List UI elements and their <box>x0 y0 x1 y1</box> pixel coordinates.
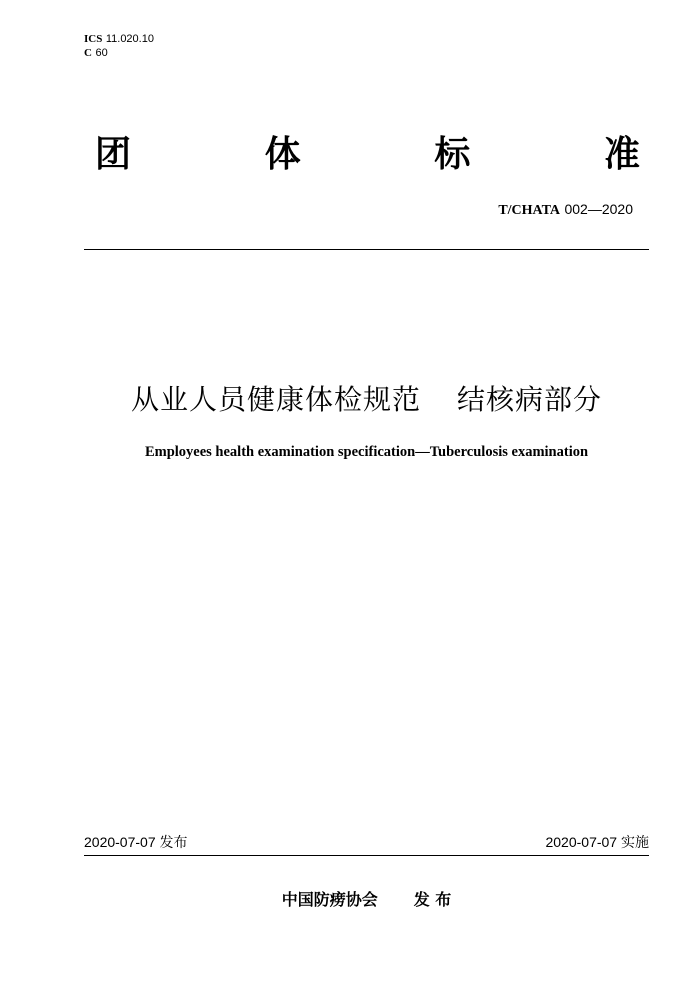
bottom-divider <box>84 855 649 856</box>
ccs-code-line <box>84 46 154 60</box>
standard-type-heading <box>95 133 640 177</box>
standard-code-number: 002—2020 <box>564 201 633 217</box>
issue-date-label: 发布 <box>159 835 188 851</box>
english-title: Employees health examination specification—Tuberculosis examination <box>144 444 589 460</box>
chinese-title <box>84 380 649 420</box>
standard-type-char: 团 <box>95 134 132 175</box>
publisher-action: 发 布 <box>413 890 452 909</box>
standard-type-char: 标 <box>434 134 471 175</box>
chinese-title-sub: 结核病部分 <box>457 383 603 416</box>
publisher <box>84 889 649 911</box>
ccs-code: 60 <box>95 47 108 59</box>
implement-date-value: 2020-07-07 <box>545 834 618 850</box>
top-divider <box>84 249 649 250</box>
ics-code-line <box>84 32 154 46</box>
implement-date <box>545 832 649 853</box>
issue-date <box>84 832 188 853</box>
ics-label: ICS <box>84 33 103 45</box>
standard-type-char: 准 <box>603 134 640 175</box>
standard-type-char: 体 <box>264 134 301 175</box>
standard-code-prefix: T/CHATA <box>498 203 561 218</box>
chinese-title-main: 从业人员健康体检规范 <box>130 383 421 416</box>
implement-date-label: 实施 <box>621 835 649 851</box>
standard-code <box>498 200 633 220</box>
ics-code: 11.020.10 <box>105 33 154 45</box>
publisher-name: 中国防痨协会 <box>281 890 378 909</box>
classification-codes <box>84 32 154 60</box>
ccs-label: C <box>84 47 92 59</box>
issue-date-value: 2020-07-07 <box>84 834 156 850</box>
